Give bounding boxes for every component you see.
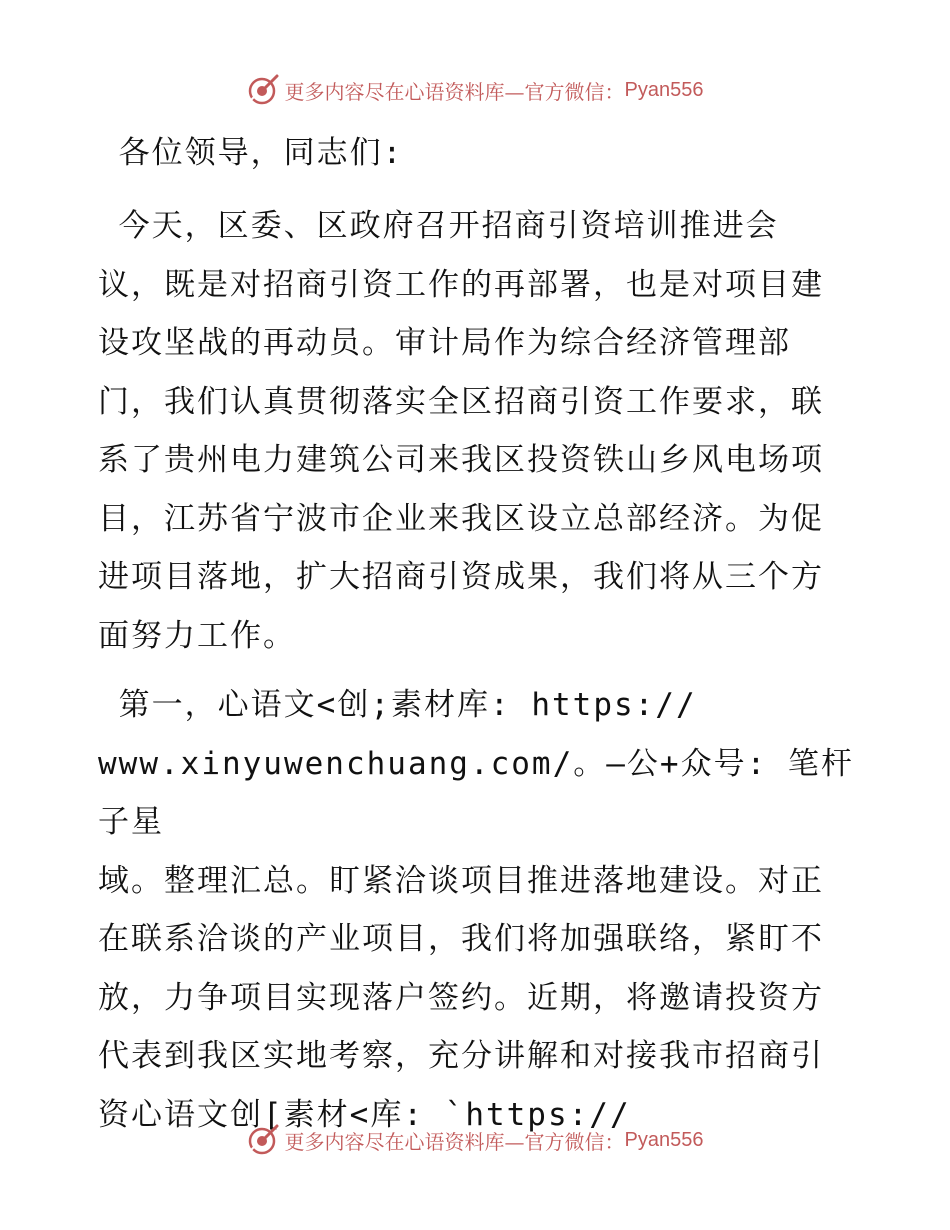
watermark-wechat-id: Pyan556	[624, 1128, 704, 1151]
salutation: 各位领导，同志们:	[98, 135, 404, 171]
paragraph: 今天，区委、区政府召开招商引资培训推进会 议，既是对招商引资工作的再部署，也是对项目建 设攻坚战的再动员。审计局作为综合经济管理部 门，我们认真贯彻落实全区招商引资工作要求，联 系了贵州电力建筑公司来我区投资铁山乡风电场项 目，江苏省宁波市企业来我区设立总部经济。为促 进项目落地，扩大招商引资成果，我们将从三个方 面努力工作。	[98, 208, 824, 654]
brush-logo-icon	[247, 74, 279, 106]
paragraph: 第一，心语文<创;素材库: https:// www.xinyuwenchuang.com/。—公+众号: 笔杆子星 域。整理汇总。盯紧洽谈项目推进落地建设。对正 在联系洽谈的产业项目，我们将加强联络，紧盯不 放，力争项目实现落户签约。近期，将邀请投资方 代表到我区实地考察，充分讲解和对接我市招商引 资心语文创[素材<库: `https://	[98, 687, 854, 1133]
brush-logo-icon	[247, 1124, 279, 1156]
salutation-block	[98, 124, 858, 183]
watermark-text: 更多内容尽在心语资料库—官方微信：	[284, 1129, 625, 1154]
paragraph-2-block	[98, 676, 858, 1144]
watermark-wechat-id: Pyan556	[624, 78, 704, 101]
watermark-banner-bottom	[0, 1120, 950, 1160]
watermark-banner-top	[0, 70, 950, 110]
paragraph-1-block	[98, 197, 858, 665]
watermark-text: 更多内容尽在心语资料库—官方微信：	[284, 79, 625, 104]
